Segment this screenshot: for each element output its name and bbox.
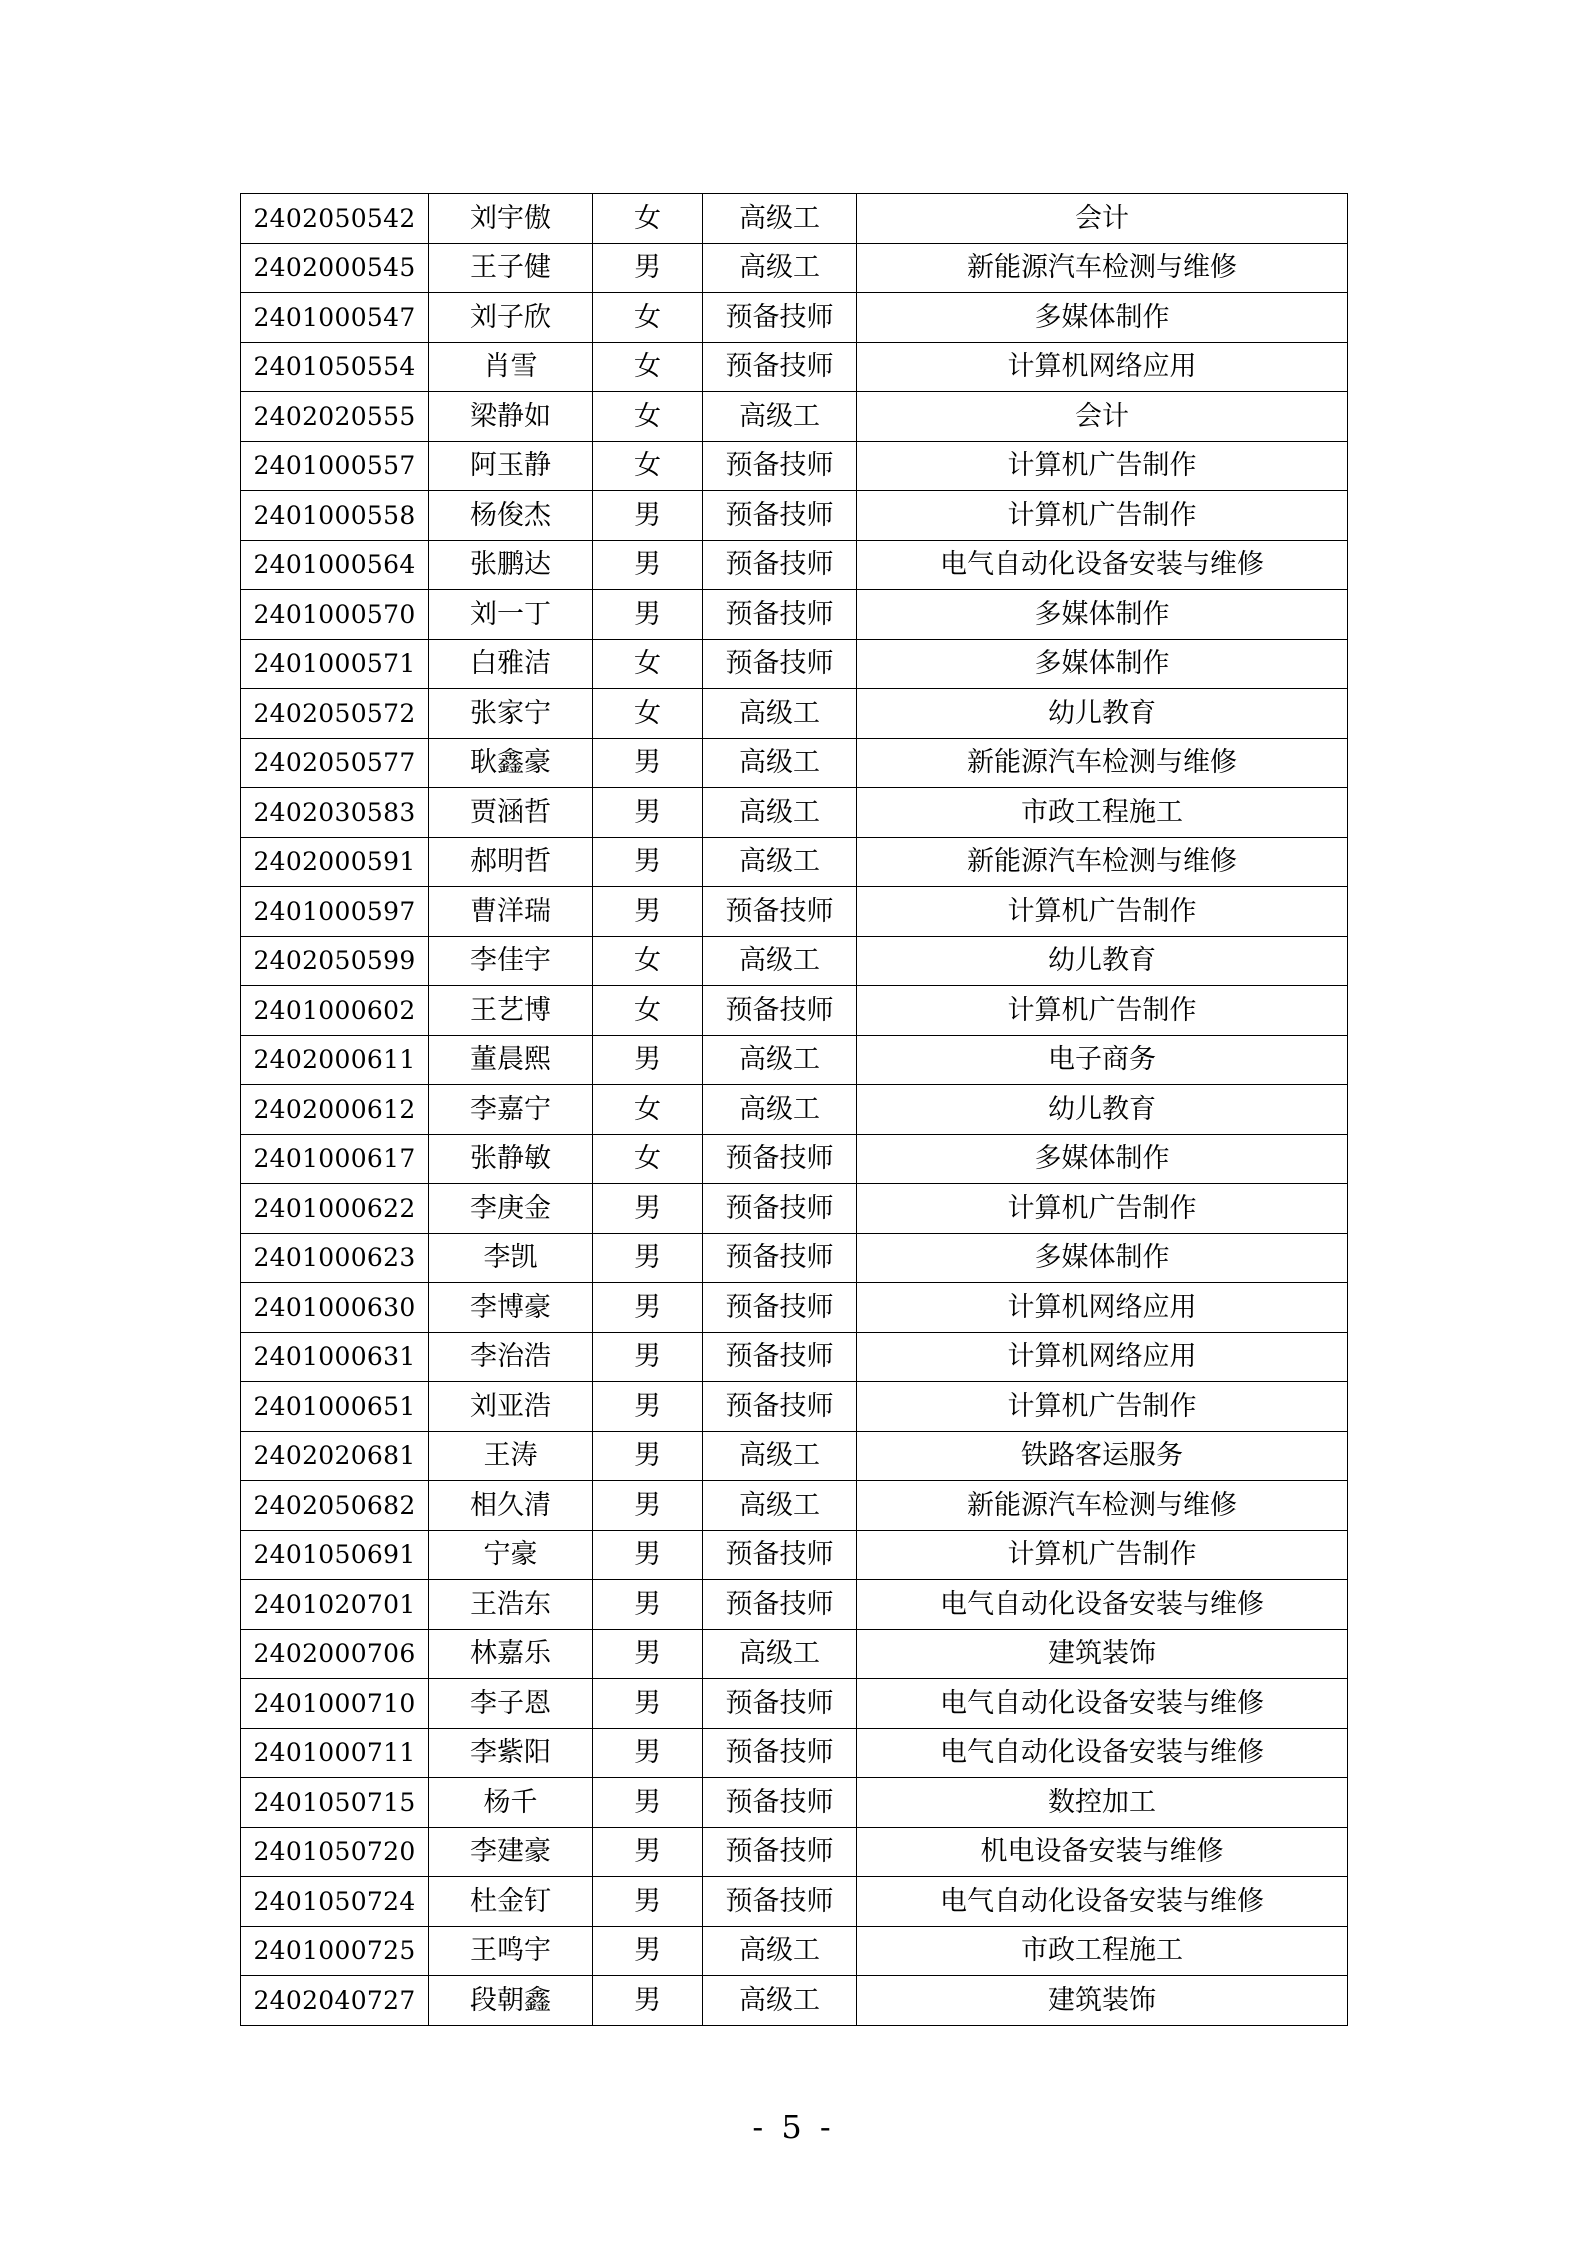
level-cell: 预备技师: [703, 986, 857, 1036]
student-id-cell: 2402020555: [241, 392, 429, 442]
major-cell: 幼儿教育: [857, 1085, 1348, 1135]
major-cell: 计算机广告制作: [857, 887, 1348, 937]
level-cell: 预备技师: [703, 1530, 857, 1580]
level-cell: 高级工: [703, 1431, 857, 1481]
gender-cell: 男: [593, 1233, 703, 1283]
table-row: [241, 738, 1348, 788]
table-row: [241, 887, 1348, 937]
student-id-cell: 2401000571: [241, 639, 429, 689]
student-name-cell: 贾涵哲: [429, 788, 593, 838]
student-id-cell: 2402050599: [241, 936, 429, 986]
table-row: [241, 986, 1348, 1036]
level-cell: 预备技师: [703, 540, 857, 590]
table-row: [241, 788, 1348, 838]
table-row: [241, 491, 1348, 541]
student-name-cell: 王浩东: [429, 1580, 593, 1630]
table-row: [241, 590, 1348, 640]
major-cell: 计算机网络应用: [857, 342, 1348, 392]
student-name-cell: 相久清: [429, 1481, 593, 1531]
table-row: [241, 1926, 1348, 1976]
level-cell: 高级工: [703, 689, 857, 739]
level-cell: 预备技师: [703, 1283, 857, 1333]
major-cell: 多媒体制作: [857, 1134, 1348, 1184]
student-id-cell: 2401050554: [241, 342, 429, 392]
table-row: [241, 1481, 1348, 1531]
student-name-cell: 杨俊杰: [429, 491, 593, 541]
student-name-cell: 杨千: [429, 1778, 593, 1828]
table-row: [241, 1679, 1348, 1729]
table-row: [241, 1827, 1348, 1877]
gender-cell: 女: [593, 441, 703, 491]
student-name-cell: 郝明哲: [429, 837, 593, 887]
gender-cell: 男: [593, 590, 703, 640]
table-row: [241, 837, 1348, 887]
table-row: [241, 936, 1348, 986]
student-name-cell: 白雅洁: [429, 639, 593, 689]
student-name-cell: 宁豪: [429, 1530, 593, 1580]
major-cell: 电气自动化设备安装与维修: [857, 1679, 1348, 1729]
gender-cell: 男: [593, 837, 703, 887]
major-cell: 计算机广告制作: [857, 1184, 1348, 1234]
table-row: [241, 540, 1348, 590]
table-row: [241, 1580, 1348, 1630]
level-cell: 高级工: [703, 936, 857, 986]
table-row: [241, 1431, 1348, 1481]
student-name-cell: 张静敏: [429, 1134, 593, 1184]
level-cell: 高级工: [703, 392, 857, 442]
gender-cell: 女: [593, 1134, 703, 1184]
level-cell: 预备技师: [703, 1134, 857, 1184]
table-row: [241, 1085, 1348, 1135]
student-id-cell: 2401000630: [241, 1283, 429, 1333]
major-cell: 计算机广告制作: [857, 491, 1348, 541]
major-cell: 计算机广告制作: [857, 1382, 1348, 1432]
gender-cell: 男: [593, 1332, 703, 1382]
student-roster-table: [240, 193, 1348, 2026]
gender-cell: 男: [593, 1382, 703, 1432]
major-cell: 多媒体制作: [857, 1233, 1348, 1283]
gender-cell: 男: [593, 1431, 703, 1481]
student-id-cell: 2402050572: [241, 689, 429, 739]
gender-cell: 女: [593, 1085, 703, 1135]
level-cell: 高级工: [703, 243, 857, 293]
table-row: [241, 1233, 1348, 1283]
table-row: [241, 1035, 1348, 1085]
student-name-cell: 曹洋瑞: [429, 887, 593, 937]
student-id-cell: 2401000623: [241, 1233, 429, 1283]
level-cell: 高级工: [703, 1481, 857, 1531]
student-id-cell: 2402030583: [241, 788, 429, 838]
major-cell: 机电设备安装与维修: [857, 1827, 1348, 1877]
student-id-cell: 2401050724: [241, 1877, 429, 1927]
student-name-cell: 王子健: [429, 243, 593, 293]
table-row: [241, 194, 1348, 244]
gender-cell: 男: [593, 1827, 703, 1877]
major-cell: 计算机广告制作: [857, 986, 1348, 1036]
level-cell: 预备技师: [703, 590, 857, 640]
major-cell: 新能源汽车检测与维修: [857, 837, 1348, 887]
level-cell: 预备技师: [703, 1827, 857, 1877]
level-cell: 高级工: [703, 1976, 857, 2026]
student-name-cell: 张鹏达: [429, 540, 593, 590]
level-cell: 预备技师: [703, 1332, 857, 1382]
level-cell: 预备技师: [703, 491, 857, 541]
student-id-cell: 2401000602: [241, 986, 429, 1036]
major-cell: 建筑装饰: [857, 1629, 1348, 1679]
student-id-cell: 2402000591: [241, 837, 429, 887]
gender-cell: 女: [593, 639, 703, 689]
student-name-cell: 李治浩: [429, 1332, 593, 1382]
student-id-cell: 2402050577: [241, 738, 429, 788]
gender-cell: 男: [593, 1629, 703, 1679]
gender-cell: 男: [593, 1679, 703, 1729]
student-id-cell: 2402000612: [241, 1085, 429, 1135]
student-name-cell: 董晨熙: [429, 1035, 593, 1085]
table-row: [241, 689, 1348, 739]
major-cell: 幼儿教育: [857, 689, 1348, 739]
major-cell: 电气自动化设备安装与维修: [857, 1728, 1348, 1778]
level-cell: 预备技师: [703, 1877, 857, 1927]
student-name-cell: 李博豪: [429, 1283, 593, 1333]
major-cell: 电气自动化设备安装与维修: [857, 1580, 1348, 1630]
level-cell: 预备技师: [703, 1679, 857, 1729]
level-cell: 高级工: [703, 738, 857, 788]
table-row: [241, 1332, 1348, 1382]
student-id-cell: 2402050682: [241, 1481, 429, 1531]
major-cell: 新能源汽车检测与维修: [857, 738, 1348, 788]
student-name-cell: 李嘉宁: [429, 1085, 593, 1135]
student-id-cell: 2401000557: [241, 441, 429, 491]
student-name-cell: 段朝鑫: [429, 1976, 593, 2026]
student-name-cell: 王艺博: [429, 986, 593, 1036]
student-name-cell: 耿鑫豪: [429, 738, 593, 788]
gender-cell: 男: [593, 1035, 703, 1085]
table-row: [241, 243, 1348, 293]
major-cell: 多媒体制作: [857, 590, 1348, 640]
major-cell: 市政工程施工: [857, 788, 1348, 838]
gender-cell: 女: [593, 342, 703, 392]
gender-cell: 男: [593, 1877, 703, 1927]
student-id-cell: 2401020701: [241, 1580, 429, 1630]
student-id-cell: 2401000622: [241, 1184, 429, 1234]
gender-cell: 男: [593, 1778, 703, 1828]
roster-table-body: [241, 194, 1348, 2026]
level-cell: 预备技师: [703, 1184, 857, 1234]
gender-cell: 男: [593, 738, 703, 788]
gender-cell: 男: [593, 1976, 703, 2026]
gender-cell: 女: [593, 689, 703, 739]
gender-cell: 女: [593, 194, 703, 244]
student-id-cell: 2401000710: [241, 1679, 429, 1729]
gender-cell: 男: [593, 1580, 703, 1630]
level-cell: 预备技师: [703, 1778, 857, 1828]
student-name-cell: 李紫阳: [429, 1728, 593, 1778]
student-id-cell: 2401000631: [241, 1332, 429, 1382]
student-name-cell: 李凯: [429, 1233, 593, 1283]
major-cell: 数控加工: [857, 1778, 1348, 1828]
major-cell: 计算机广告制作: [857, 1530, 1348, 1580]
major-cell: 铁路客运服务: [857, 1431, 1348, 1481]
major-cell: 计算机网络应用: [857, 1283, 1348, 1333]
major-cell: 会计: [857, 194, 1348, 244]
level-cell: 预备技师: [703, 342, 857, 392]
gender-cell: 女: [593, 392, 703, 442]
level-cell: 高级工: [703, 194, 857, 244]
level-cell: 预备技师: [703, 1580, 857, 1630]
gender-cell: 男: [593, 491, 703, 541]
student-id-cell: 2401000725: [241, 1926, 429, 1976]
student-name-cell: 杜金钉: [429, 1877, 593, 1927]
level-cell: 预备技师: [703, 1382, 857, 1432]
student-id-cell: 2401050720: [241, 1827, 429, 1877]
student-name-cell: 李佳宇: [429, 936, 593, 986]
student-id-cell: 2401050691: [241, 1530, 429, 1580]
gender-cell: 男: [593, 1481, 703, 1531]
major-cell: 多媒体制作: [857, 639, 1348, 689]
student-name-cell: 阿玉静: [429, 441, 593, 491]
student-name-cell: 梁静如: [429, 392, 593, 442]
major-cell: 电子商务: [857, 1035, 1348, 1085]
table-row: [241, 1382, 1348, 1432]
level-cell: 预备技师: [703, 887, 857, 937]
gender-cell: 男: [593, 243, 703, 293]
table-row: [241, 639, 1348, 689]
student-name-cell: 林嘉乐: [429, 1629, 593, 1679]
major-cell: 电气自动化设备安装与维修: [857, 540, 1348, 590]
student-id-cell: 2402000611: [241, 1035, 429, 1085]
major-cell: 建筑装饰: [857, 1976, 1348, 2026]
major-cell: 电气自动化设备安装与维修: [857, 1877, 1348, 1927]
gender-cell: 男: [593, 1926, 703, 1976]
table-row: [241, 1728, 1348, 1778]
student-name-cell: 王鸣宇: [429, 1926, 593, 1976]
student-name-cell: 王涛: [429, 1431, 593, 1481]
table-row: [241, 392, 1348, 442]
student-id-cell: 2401000651: [241, 1382, 429, 1432]
gender-cell: 男: [593, 1530, 703, 1580]
gender-cell: 男: [593, 1728, 703, 1778]
level-cell: 高级工: [703, 1926, 857, 1976]
table-row: [241, 1778, 1348, 1828]
level-cell: 预备技师: [703, 441, 857, 491]
student-id-cell: 2401000711: [241, 1728, 429, 1778]
table-row: [241, 1283, 1348, 1333]
student-id-cell: 2401000547: [241, 293, 429, 343]
gender-cell: 女: [593, 293, 703, 343]
table-row: [241, 441, 1348, 491]
gender-cell: 男: [593, 1283, 703, 1333]
page-number: - 5 -: [752, 2108, 835, 2146]
table-row: [241, 293, 1348, 343]
major-cell: 新能源汽车检测与维修: [857, 1481, 1348, 1531]
gender-cell: 女: [593, 936, 703, 986]
table-row: [241, 1184, 1348, 1234]
gender-cell: 男: [593, 1184, 703, 1234]
table-row: [241, 342, 1348, 392]
table-row: [241, 1629, 1348, 1679]
major-cell: 计算机广告制作: [857, 441, 1348, 491]
student-id-cell: 2402040727: [241, 1976, 429, 2026]
student-name-cell: 李建豪: [429, 1827, 593, 1877]
level-cell: 预备技师: [703, 1728, 857, 1778]
level-cell: 高级工: [703, 837, 857, 887]
student-id-cell: 2401000564: [241, 540, 429, 590]
major-cell: 多媒体制作: [857, 293, 1348, 343]
major-cell: 会计: [857, 392, 1348, 442]
level-cell: 高级工: [703, 1085, 857, 1135]
gender-cell: 男: [593, 887, 703, 937]
student-id-cell: 2401000597: [241, 887, 429, 937]
student-name-cell: 刘宇傲: [429, 194, 593, 244]
table-row: [241, 1976, 1348, 2026]
student-name-cell: 刘一丁: [429, 590, 593, 640]
table-row: [241, 1530, 1348, 1580]
student-id-cell: 2402000545: [241, 243, 429, 293]
gender-cell: 女: [593, 986, 703, 1036]
level-cell: 高级工: [703, 1629, 857, 1679]
level-cell: 预备技师: [703, 293, 857, 343]
student-name-cell: 李庚金: [429, 1184, 593, 1234]
student-id-cell: 2401000617: [241, 1134, 429, 1184]
student-id-cell: 2402050542: [241, 194, 429, 244]
student-id-cell: 2401000558: [241, 491, 429, 541]
student-name-cell: 张家宁: [429, 689, 593, 739]
major-cell: 新能源汽车检测与维修: [857, 243, 1348, 293]
student-name-cell: 刘子欣: [429, 293, 593, 343]
student-id-cell: 2401050715: [241, 1778, 429, 1828]
major-cell: 计算机网络应用: [857, 1332, 1348, 1382]
student-name-cell: 李子恩: [429, 1679, 593, 1729]
gender-cell: 男: [593, 788, 703, 838]
level-cell: 高级工: [703, 788, 857, 838]
student-id-cell: 2401000570: [241, 590, 429, 640]
major-cell: 市政工程施工: [857, 1926, 1348, 1976]
level-cell: 预备技师: [703, 639, 857, 689]
gender-cell: 男: [593, 540, 703, 590]
level-cell: 预备技师: [703, 1233, 857, 1283]
table-row: [241, 1134, 1348, 1184]
level-cell: 高级工: [703, 1035, 857, 1085]
student-name-cell: 肖雪: [429, 342, 593, 392]
major-cell: 幼儿教育: [857, 936, 1348, 986]
student-id-cell: 2402020681: [241, 1431, 429, 1481]
table-row: [241, 1877, 1348, 1927]
student-id-cell: 2402000706: [241, 1629, 429, 1679]
student-name-cell: 刘亚浩: [429, 1382, 593, 1432]
